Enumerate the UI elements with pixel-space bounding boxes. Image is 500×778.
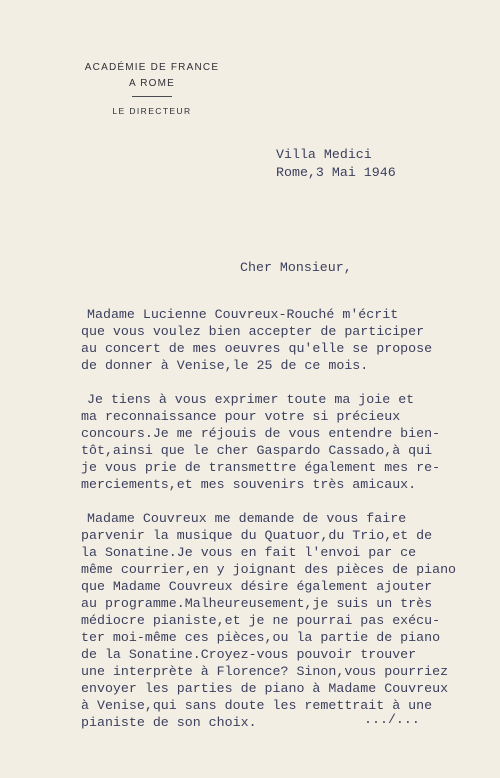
text-line: que Madame Couvreux désire également ajouter: [81, 579, 433, 594]
text-line: Madame Couvreux me demande de vous faire: [87, 511, 407, 526]
text-line: Je tiens à vous exprimer toute ma joie et: [87, 392, 415, 407]
letterhead-title: LE DIRECTEUR: [112, 106, 192, 116]
paragraph-3: [81, 510, 500, 731]
date-line: Rome,3 Mai 1946: [276, 165, 396, 180]
text-line: ter moi-même ces pièces,ou la partie de piano: [81, 630, 441, 645]
letterhead-institution: ACADÉMIE DE FRANCE: [84, 62, 220, 73]
continuation-mark: .../...: [364, 712, 420, 727]
salutation: Cher Monsieur,: [240, 260, 352, 275]
place-and-date: [276, 146, 396, 182]
paragraph-1: [81, 306, 500, 374]
text-line: la Sonatine.Je vous en fait l'envoi par ce: [81, 545, 417, 560]
letterhead: [54, 60, 250, 119]
letterhead-city: A ROME: [128, 78, 176, 89]
text-line: de donner à Venise,le 25 de ce mois.: [81, 358, 369, 373]
text-line: concours.Je me réjouis de vous entendre bien-: [81, 426, 441, 441]
text-line: envoyer les parties de piano à Madame Couvreux: [81, 681, 449, 696]
text-line: de la Sonatine.Croyez-vous pouvoir trouver: [81, 647, 417, 662]
text-line: une interprète à Florence? Sinon,vous pourriez: [81, 664, 449, 679]
text-line: même courrier,en y joignant des pièces de piano: [81, 562, 457, 577]
text-line: médiocre pianiste,et je ne pourrai pas exécu-: [81, 613, 441, 628]
text-line: parvenir la musique du Quatuor,du Trio,et de: [81, 528, 433, 543]
letterhead-divider: [132, 96, 172, 97]
text-line: pianiste de son choix.: [81, 715, 257, 730]
text-line: je vous prie de transmettre également mes re-: [81, 460, 441, 475]
text-line: au programme.Malheureusement,je suis un très: [81, 596, 433, 611]
place-line: Villa Medici: [276, 147, 372, 162]
text-line: merciements,et mes souvenirs très amicaux.: [81, 477, 417, 492]
text-line: que vous voulez bien accepter de participer: [81, 324, 425, 339]
text-line: Madame Lucienne Couvreux-Rouché m'écrit: [87, 307, 399, 322]
text-line: à Venise,qui sans doute les remettrait à une: [81, 698, 433, 713]
text-line: tôt,ainsi que le cher Gaspardo Cassado,à qui: [81, 443, 433, 458]
text-line: ma reconnaissance pour votre si précieux: [81, 409, 401, 424]
letter-body: [81, 306, 500, 748]
text-line: au concert de mes oeuvres qu'elle se propose: [81, 341, 433, 356]
paragraph-2: [81, 391, 500, 493]
